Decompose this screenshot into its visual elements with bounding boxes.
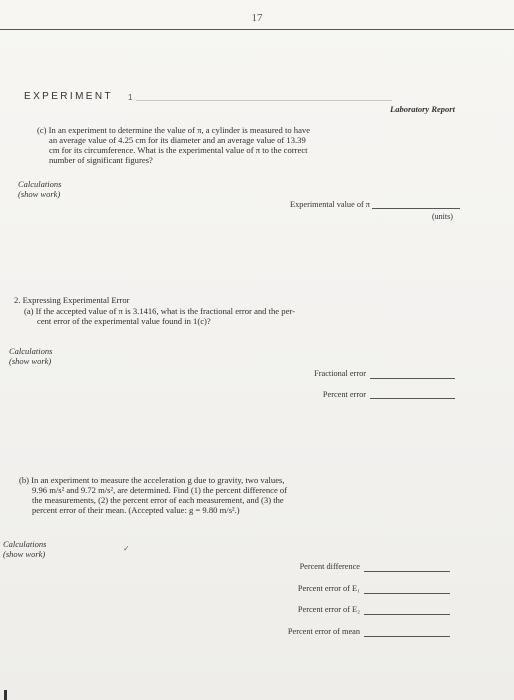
experimental-value-blank[interactable] <box>372 208 460 209</box>
percent-error-blank[interactable] <box>370 398 455 399</box>
percent-difference-label: Percent difference <box>299 562 360 571</box>
part-a-line-1: (a) If the accepted value of π is 3.1416, what is the fractional error and the per- <box>24 306 295 316</box>
fractional-error-label: Fractional error <box>314 369 366 378</box>
part-b-line-2: 9.96 m/s² and 9.72 m/s², are determined. Find (1) the percent difference of <box>32 485 288 495</box>
part-a-show-work-label: (show work) <box>9 356 52 366</box>
percent-error-label: Percent error <box>322 390 366 399</box>
part-c-calculations-label: Calculations <box>18 179 62 189</box>
percent-error-e2-blank[interactable] <box>364 614 450 615</box>
binding-edge <box>4 690 7 700</box>
experiment-title: EXPERIMENT <box>24 91 114 102</box>
percent-error-e1-label: Percent error of E₁ <box>297 584 360 593</box>
header-rule <box>136 100 392 101</box>
experiment-number: 1 <box>128 93 133 102</box>
experimental-value-label: Experimental value of π <box>290 200 370 209</box>
page-number: 17 <box>251 12 263 24</box>
percent-error-e1-blank[interactable] <box>364 593 450 594</box>
top-rule <box>0 29 514 30</box>
laboratory-report-label: Laboratory Report <box>390 104 455 114</box>
section-2-heading: 2. Expressing Experimental Error <box>14 295 130 305</box>
part-c-line-4: number of significant figures? <box>49 155 153 165</box>
part-b-calculations-label: Calculations <box>3 539 47 549</box>
part-c-line-3: cm for its circumference. What is the experimental value of π to the correct <box>49 145 308 155</box>
percent-error-mean-label: Percent error of mean <box>287 627 360 636</box>
units-label: (units) <box>432 212 453 221</box>
part-b-show-work-label: (show work) <box>3 549 46 559</box>
part-b-line-1: (b) In an experiment to measure the acceleration g due to gravity, two values, <box>19 475 285 485</box>
part-a-calculations-label: Calculations <box>9 346 53 356</box>
fractional-error-blank[interactable] <box>370 378 455 379</box>
part-b-line-4: percent error of their mean. (Accepted value: g = 9.80 m/s².) <box>32 505 240 515</box>
check-mark-icon: ✓ <box>123 544 130 553</box>
percent-error-e2-label: Percent error of E₂ <box>297 605 360 614</box>
part-c-show-work-label: (show work) <box>18 189 61 199</box>
part-a-line-2: cent error of the experimental value found in 1(c)? <box>37 316 211 326</box>
part-b-line-3: the measurements, (2) the percent error of each measurement, and (3) the <box>32 495 284 505</box>
percent-difference-blank[interactable] <box>364 571 450 572</box>
part-c-line-2: an average value of 4.25 cm for its diameter and an average value of 13.39 <box>49 135 306 145</box>
percent-error-mean-blank[interactable] <box>364 636 450 637</box>
part-c-line-1: (c) In an experiment to determine the value of π, a cylinder is measured to have <box>37 125 311 135</box>
